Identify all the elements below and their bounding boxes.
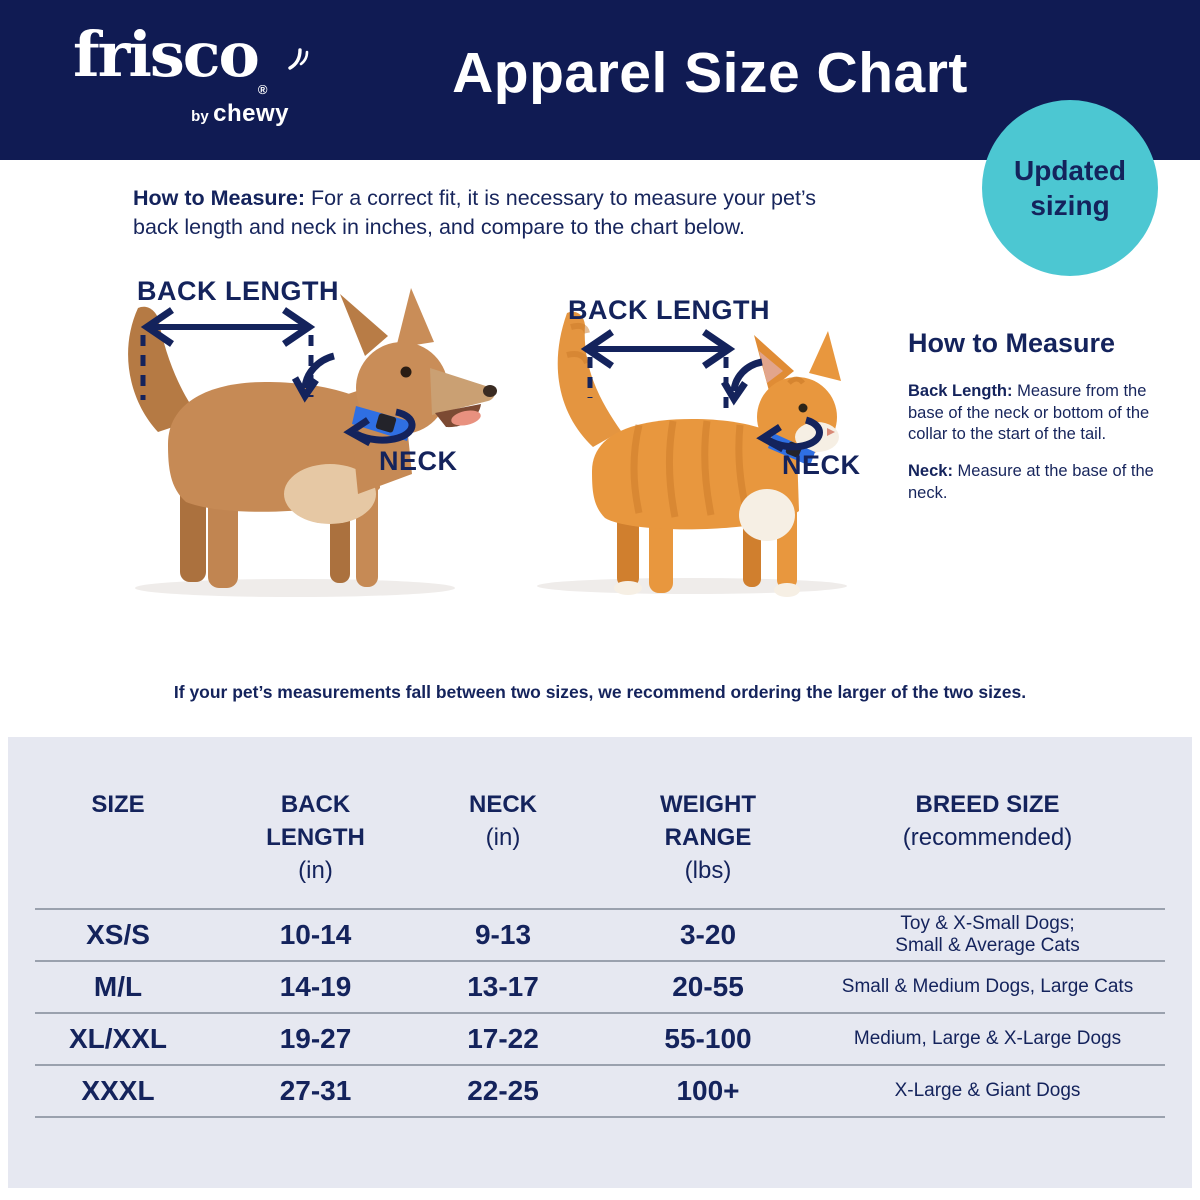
dog-eye bbox=[401, 367, 412, 378]
table-header-cell: SIZE bbox=[91, 791, 145, 818]
cell-breed: X-Large & Giant Dogs bbox=[894, 1080, 1081, 1101]
cat-illustration bbox=[497, 285, 897, 600]
how-to-measure-intro: How to Measure: For a correct fit, it is necessary to measure your pet’s back length and neck in inches, and compare to the chart below. bbox=[133, 186, 817, 239]
dog-illustration bbox=[80, 282, 500, 600]
frisco-logo-text: frisco bbox=[73, 18, 258, 91]
registered-mark: ® bbox=[257, 82, 268, 97]
page-title: Apparel Size Chart bbox=[452, 41, 968, 105]
cell-back: 19-27 bbox=[279, 1023, 352, 1054]
cell-neck: 9-13 bbox=[474, 919, 532, 950]
updated-sizing-badge: Updated sizing bbox=[982, 100, 1158, 276]
back-length-instructions: Back Length: Measure from the base of the neck or bottom of the collar to the start of the tail. bbox=[908, 382, 1150, 443]
dog-ear bbox=[396, 288, 434, 348]
table-header-cell: WEIGHT RANGE (lbs) bbox=[660, 791, 756, 884]
dog-back-length-label: BACK LENGTH bbox=[137, 276, 339, 306]
cell-back: 14-19 bbox=[279, 971, 352, 1002]
cell-weight: 100+ bbox=[676, 1075, 740, 1106]
cat-eye bbox=[799, 404, 808, 413]
cell-neck: 22-25 bbox=[467, 1075, 539, 1106]
dog-neck-label: NECK bbox=[379, 446, 458, 476]
cell-back: 10-14 bbox=[279, 919, 352, 950]
table-row bbox=[8, 962, 1192, 1012]
table-header-cell: BREED SIZE (recommended) bbox=[902, 791, 1073, 851]
table-body bbox=[8, 908, 1192, 1118]
size-table bbox=[8, 737, 1192, 1188]
table-header-row bbox=[8, 737, 1192, 908]
cat-ear bbox=[809, 331, 841, 381]
dog-ear bbox=[340, 294, 388, 356]
cell-weight: 20-55 bbox=[672, 971, 744, 1002]
table-row bbox=[8, 910, 1192, 960]
cell-size: XL/XXL bbox=[68, 1023, 167, 1054]
cell-size: M/L bbox=[93, 971, 143, 1002]
cell-weight: 3-20 bbox=[679, 919, 737, 950]
cat-back-length-label: BACK LENGTH bbox=[568, 295, 770, 325]
cell-back: 27-31 bbox=[279, 1075, 352, 1106]
by-chewy: by chewy bbox=[191, 100, 289, 127]
neck-instructions: Neck: Measure at the base of the neck. bbox=[908, 462, 1154, 502]
table-header-cell: BACK LENGTH (in) bbox=[266, 791, 365, 884]
cat-neck-label: NECK bbox=[782, 450, 861, 480]
cell-breed: Small & Medium Dogs, Large Cats bbox=[841, 976, 1134, 997]
row-divider bbox=[35, 1116, 1165, 1118]
table-row bbox=[8, 1066, 1192, 1116]
cell-breed: Toy & X-Small Dogs; Small & Average Cats bbox=[895, 913, 1080, 956]
intro-lead: How to Measure: bbox=[133, 186, 306, 210]
sizing-note: If your pet’s measurements fall between two sizes, we recommend ordering the larger of the two sizes. bbox=[173, 682, 1027, 702]
cell-breed: Medium, Large & X-Large Dogs bbox=[853, 1028, 1122, 1049]
table-row bbox=[8, 1014, 1192, 1064]
table-header-cell: NECK (in) bbox=[468, 791, 537, 851]
cell-size: XS/S bbox=[86, 919, 150, 950]
cell-weight: 55-100 bbox=[664, 1023, 752, 1054]
cell-neck: 17-22 bbox=[467, 1023, 539, 1054]
cell-size: XXXL bbox=[81, 1075, 155, 1106]
how-to-measure-heading: How to Measure bbox=[908, 328, 1116, 358]
cell-neck: 13-17 bbox=[467, 971, 539, 1002]
